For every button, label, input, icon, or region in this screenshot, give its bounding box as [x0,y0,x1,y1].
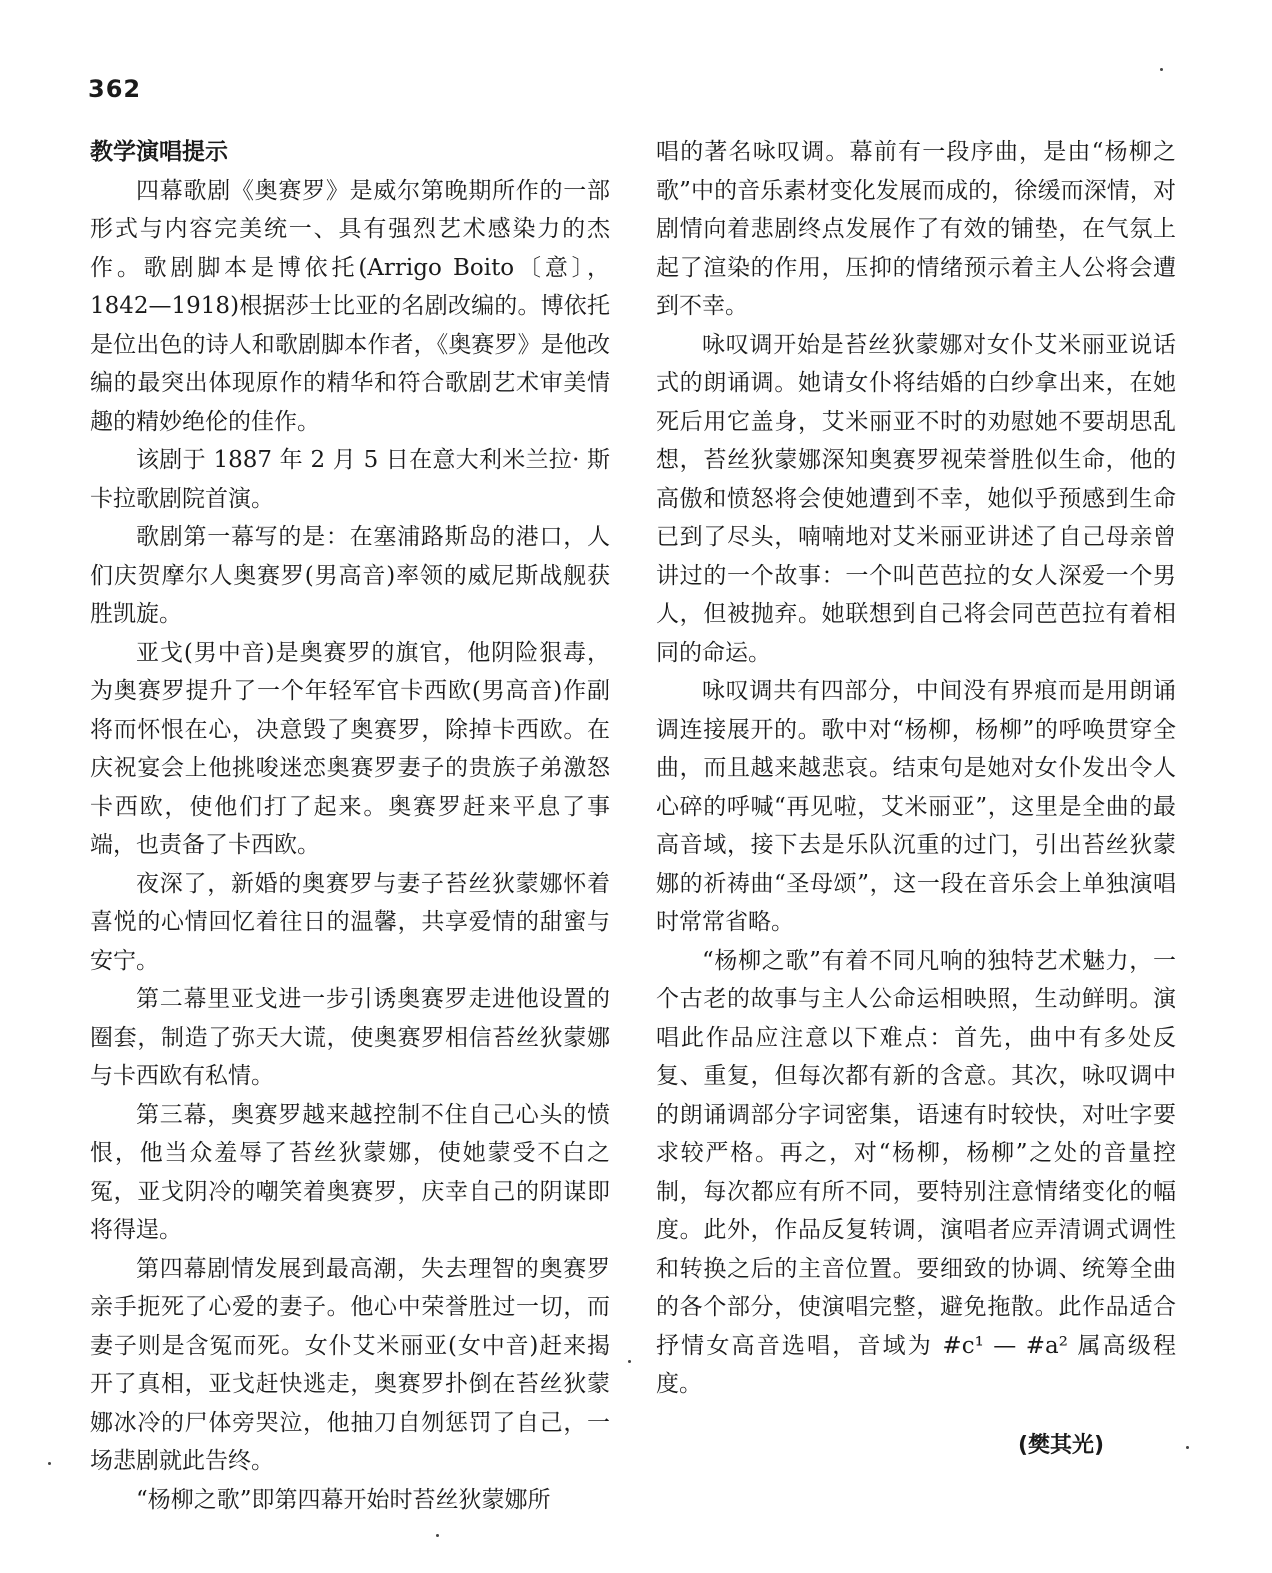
paragraph-willow-song-start: “杨柳之歌”即第四幕开始时苔丝狄蒙娜所 [136,1486,551,1513]
scan-speck [436,1534,439,1537]
paragraph-willow-song-continued: 唱的著名咏叹调。幕前有一段序曲，是由“杨柳之歌”中的音乐素材变化发展而成的，徐缓而深情，对剧情向着悲剧终点发展作了有效的铺垫，在气氛上起了渲染的作用，压抑的情绪预示着主人公将会遭到不幸。 [656,139,1176,319]
scan-speck [1160,68,1163,71]
right-column [656,133,1176,1404]
page-number: 362 [88,75,142,103]
paragraph-intro: 四幕歌剧《奥赛罗》是威尔第晚期所作的一部形式与内容完美统一、具有强烈艺术感染力的杰作。歌剧脚本是博依托(Arrigo Boito〔意〕，1842—1918)根据莎士比亚的名剧改编的。博依托是位出色的诗人和歌剧脚本作者，《奥赛罗》是他改编的最突出体现原作的精华和符合歌剧艺术审美情趣的精妙绝伦的佳作。 [90,177,610,435]
left-column [90,133,610,1519]
scan-speck [48,1462,51,1465]
paragraph-act-one: 歌剧第一幕写的是：在塞浦路斯岛的港口，人们庆贺摩尔人奥赛罗(男高音)率领的威尼斯战舰获胜凯旋。 [90,524,610,627]
paragraph-aria-opening: 咏叹调开始是苔丝狄蒙娜对女仆艾米丽亚说话式的朗诵调。她请女仆将结婚的白纱拿出来，在她死后用它盖身，艾米丽亚不时的劝慰她不要胡思乱想，苔丝狄蒙娜深知奥赛罗视荣誉胜似生命，他的高傲和愤怒将会使她遭到不幸，她似乎预感到生命已到了尽头，喃喃地对艾米丽亚讲述了自己母亲曾讲过的一个故事：一个叫芭芭拉的女人深爱一个男人，但被抛弃。她联想到自己将会同芭芭拉有着相同的命运。 [656,331,1176,666]
paragraph-night: 夜深了，新婚的奥赛罗与妻子苔丝狄蒙娜怀着喜悦的心情回忆着往日的温馨，共享爱情的甜蜜与安宁。 [90,870,610,974]
paragraph-act-four: 第四幕剧情发展到最高潮，失去理智的奥赛罗亲手扼死了心爱的妻子。他心中荣誉胜过一切，而妻子则是含冤而死。女仆艾米丽亚(女中音)赶来揭开了真相，亚戈赶快逃走，奥赛罗扑倒在苔丝狄蒙娜冰冷的尸体旁哭泣，他抽刀自刎惩罚了自己，一场悲剧就此告终。 [90,1255,610,1474]
author-signature: (樊其光) [1018,1433,1105,1458]
paragraph-act-two: 第二幕里亚戈进一步引诱奥赛罗走进他设置的圈套，制造了弥天大谎，使奥赛罗相信苔丝狄蒙娜与卡西欧有私情。 [90,986,610,1089]
paragraph-performance-notes: “杨柳之歌”有着不同凡响的独特艺术魅力，一个古老的故事与主人公命运相映照，生动鲜明。演唱此作品应注意以下难点：首先，曲中有多处反复、重复，但每次都有新的含意。其次，咏叹调中的朗诵调部分字词密集，语速有时较快，对吐字要求较严格。再之，对“杨柳，杨柳”之处的音量控制，每次都应有所不同，要特别注意情绪变化的幅度。此外，作品反复转调，演唱者应弄清调式调性和转换之后的主音位置。要细致的协调、统筹全曲的各个部分，使演唱完整，避免拖散。此作品适合抒情女高音选唱，音域为 #c¹ — #a² 属高级程度。 [656,947,1176,1397]
section-heading: 教学演唱提示 [90,139,228,165]
scan-speck [628,1360,631,1363]
paragraph-iago: 亚戈(男中音)是奥赛罗的旗官，他阴险狠毒，为奥赛罗提升了一个年轻军官卡西欧(男高音)作副将而怀恨在心，决意毁了奥赛罗，除掉卡西欧。在庆祝宴会上他挑唆迷恋奥赛罗妻子的贵族子弟激怒卡西欧，使他们打了起来。奥赛罗赶来平息了事端，也责备了卡西欧。 [90,639,610,858]
paragraph-premiere: 该剧于 1887 年 2 月 5 日在意大利米兰拉· 斯卡拉歌剧院首演。 [90,447,610,512]
paragraph-aria-structure: 咏叹调共有四部分，中间没有界痕而是用朗诵调连接展开的。歌中对“杨柳，杨柳”的呼唤贯穿全曲，而且越来越悲哀。结束句是她对女仆发出令人心碎的呼喊“再见啦，艾米丽亚”，这里是全曲的最高音域，接下去是乐队沉重的过门，引出苔丝狄蒙娜的祈祷曲“圣母颂”，这一段在音乐会上单独演唱时常常省略。 [656,678,1176,935]
paragraph-act-three: 第三幕，奥赛罗越来越控制不住自己心头的愤恨，他当众羞辱了苔丝狄蒙娜，使她蒙受不白之冤，亚戈阴冷的嘲笑着奥赛罗，庆幸自己的阴谋即将得逞。 [90,1101,610,1243]
scan-speck [1186,1446,1189,1449]
